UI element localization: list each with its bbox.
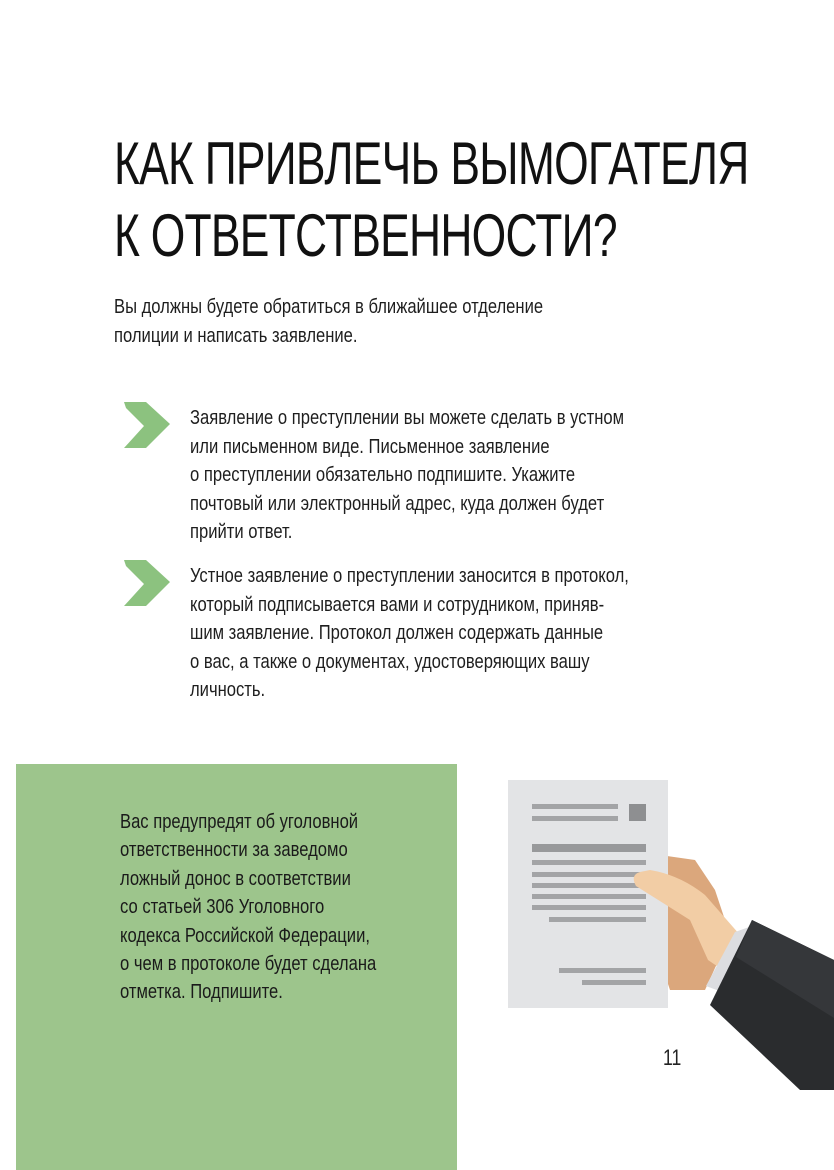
intro-paragraph [114, 293, 629, 351]
callout-line: о чем в протоколе будет сделана [120, 953, 377, 976]
callout-line: Вас предупредят об уголовной [120, 811, 359, 833]
chevron-right-icon [122, 400, 172, 450]
title-line: КАК ПРИВЛЕЧЬ ВЫМОГАТЕЛЯ [114, 130, 749, 197]
intro-line: полиции и написать заявление. [114, 325, 358, 347]
callout-line: отметка. Подпишите. [120, 981, 283, 1004]
callout-line: ложный донос в соответствии [120, 867, 351, 890]
bullet-line: или письменном виде. Письменное заявление [190, 435, 550, 458]
chevron-right-icon [122, 558, 172, 608]
bullet-line: почтовый или электронный адрес, куда должен будет [190, 492, 605, 515]
bullet-line: о вас, а также о документах, удостоверяющих вашу [190, 650, 590, 673]
bullet-line: который подписывается вами и сотрудником, приняв- [190, 593, 605, 616]
bullet-line: прийти ответ. [190, 521, 293, 543]
bullet-line: Устное заявление о преступлении заносится в протокол, [190, 565, 629, 587]
bullet-line: личность. [190, 679, 266, 701]
callout-line: ответственности за заведомо [120, 839, 348, 862]
callout-line: со статьей 306 Уголовного [120, 896, 325, 919]
bullet-line: о преступлении обязательно подпишите. Укажите [190, 464, 576, 486]
callout-box [16, 764, 457, 1170]
bullet-line: Заявление о преступлении вы можете сделать в устном [190, 407, 625, 429]
hand-holding-document-illustration [490, 760, 834, 1090]
bullet-text [190, 562, 629, 705]
callout-text [120, 808, 376, 1007]
callout-line: кодекса Российской Федерации, [120, 924, 370, 947]
bullet-line: шим заявление. Протокол должен содержать данные [190, 622, 604, 644]
intro-line: Вы должны будете обратиться в ближайшее отделение [114, 296, 544, 318]
bullet-text [190, 404, 624, 547]
page-title [114, 128, 749, 272]
title-line: К ОТВЕТСТВЕННОСТИ? [114, 202, 617, 269]
page-number: 11 [663, 1045, 682, 1070]
